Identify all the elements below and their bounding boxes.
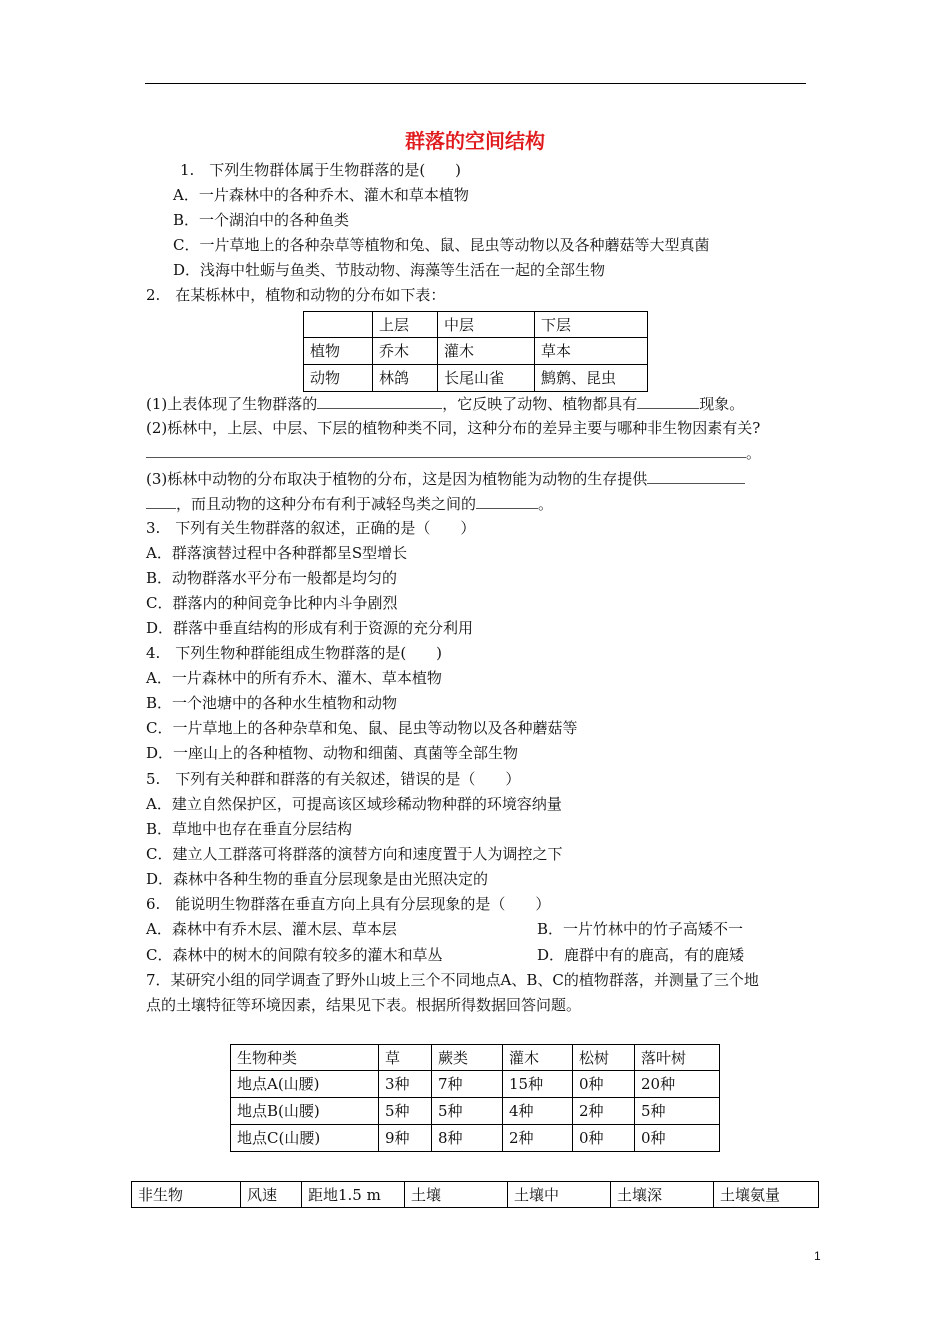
q7-environment-table bbox=[131, 1181, 819, 1208]
table-cell: 地点A(山腰) bbox=[231, 1071, 379, 1098]
q2-sub2-answer-line bbox=[146, 443, 761, 463]
q1-option-a: A．一片森林中的各种乔木、灌木和草本植物 bbox=[173, 186, 469, 204]
table-cell: 草本 bbox=[535, 338, 648, 365]
answer-blank bbox=[647, 469, 745, 484]
table-cell: 距地1.5 m bbox=[302, 1182, 405, 1208]
table-cell: 鹪鹩、昆虫 bbox=[535, 365, 648, 392]
table-cell: 9种 bbox=[379, 1125, 432, 1152]
answer-blank bbox=[317, 394, 442, 409]
q2-sub2-end: 。 bbox=[746, 444, 762, 462]
table-cell: 生物种类 bbox=[231, 1045, 379, 1071]
table-cell: 0种 bbox=[635, 1125, 720, 1152]
table-cell: 2种 bbox=[573, 1098, 635, 1125]
answer-blank bbox=[146, 443, 746, 458]
table-cell: 非生物 bbox=[132, 1182, 241, 1208]
q2-stem: 2. 在某栎林中，植物和动物的分布如下表： bbox=[146, 286, 446, 304]
table-cell: 乔木 bbox=[373, 338, 438, 365]
table-cell: 土壤深 bbox=[611, 1182, 714, 1208]
q2-sub3-text-b: ，而且动物的这种分布有利于减轻鸟类之间的 bbox=[176, 495, 477, 513]
table-cell: 15种 bbox=[503, 1071, 573, 1098]
table-cell: 林鸽 bbox=[373, 365, 438, 392]
q2-sub1-text-b: ，它反映了动物、植物都具有 bbox=[442, 395, 638, 413]
q2-sub1 bbox=[146, 394, 744, 414]
table-cell: 草 bbox=[379, 1045, 432, 1071]
page-number: 1 bbox=[814, 1249, 821, 1263]
answer-blank bbox=[476, 494, 538, 509]
table-row bbox=[304, 365, 648, 392]
table-cell: 20种 bbox=[635, 1071, 720, 1098]
header-rule bbox=[145, 83, 806, 84]
q2-sub1-text-c: 现象。 bbox=[699, 395, 745, 413]
q2-sub1-text-a: (1)上表体现了生物群落的 bbox=[146, 395, 318, 413]
table-cell: 4种 bbox=[503, 1098, 573, 1125]
table-cell: 土壤氨量 bbox=[714, 1182, 819, 1208]
answer-blank bbox=[146, 494, 176, 509]
table-row bbox=[231, 1045, 720, 1071]
q5-stem: 5. 下列有关种群和群落的有关叙述，错误的是（ ） bbox=[146, 770, 521, 788]
table-cell: 松树 bbox=[573, 1045, 635, 1071]
q4-option-c: C．一片草地上的各种杂草和兔、鼠、昆虫等动物以及各种蘑菇等 bbox=[146, 719, 578, 737]
table-cell: 植物 bbox=[304, 338, 373, 365]
table-cell: 灌木 bbox=[438, 338, 535, 365]
table-row bbox=[231, 1125, 720, 1152]
table-row bbox=[231, 1098, 720, 1125]
table-cell: 地点C(山腰) bbox=[231, 1125, 379, 1152]
answer-blank bbox=[637, 394, 699, 409]
table-cell: 蕨类 bbox=[432, 1045, 503, 1071]
q4-option-b: B．一个池塘中的各种水生植物和动物 bbox=[146, 694, 398, 712]
q3-option-c: C．群落内的种间竞争比种内斗争剧烈 bbox=[146, 594, 398, 612]
q3-stem: 3. 下列有关生物群落的叙述，正确的是（ ） bbox=[146, 519, 476, 537]
q4-option-a: A．一片森林中的所有乔木、灌木、草本植物 bbox=[146, 669, 442, 687]
table-cell: 0种 bbox=[573, 1071, 635, 1098]
table-cell: 上层 bbox=[373, 312, 438, 338]
q3-option-d: D．群落中垂直结构的形成有利于资源的充分利用 bbox=[146, 619, 474, 637]
table-row bbox=[132, 1182, 819, 1208]
q6-stem: 6. 能说明生物群落在垂直方向上具有分层现象的是（ ） bbox=[146, 895, 551, 913]
table-cell: 5种 bbox=[432, 1098, 503, 1125]
table-cell: 7种 bbox=[432, 1071, 503, 1098]
table-cell bbox=[304, 312, 373, 338]
q3-option-a: A．群落演替过程中各种群都呈S型增长 bbox=[146, 544, 408, 562]
table-cell: 5种 bbox=[379, 1098, 432, 1125]
q6-option-b: B．一片竹林中的竹子高矮不一 bbox=[537, 920, 744, 938]
table-cell: 土壤 bbox=[405, 1182, 508, 1208]
q2-sub3-line2 bbox=[146, 494, 553, 514]
q2-sub3-text-c: 。 bbox=[538, 495, 554, 513]
q2-sub3-text-a: (3)栎林中动物的分布取决于植物的分布，这是因为植物能为动物的生存提供 bbox=[146, 470, 648, 488]
table-row bbox=[231, 1071, 720, 1098]
table-row bbox=[304, 312, 648, 338]
table-cell: 土壤中 bbox=[508, 1182, 611, 1208]
q7-stem-line1: 7．某研究小组的同学调查了野外山坡上三个不同地点A、B、C的植物群落，并测量了三个地 bbox=[146, 971, 759, 989]
table-cell: 灌木 bbox=[503, 1045, 573, 1071]
page-title: 群落的空间结构 bbox=[405, 129, 545, 153]
q6-option-c: C．森林中的树木的间隙有较多的灌木和草丛 bbox=[146, 946, 443, 964]
q7-species-table bbox=[230, 1044, 720, 1152]
q2-distribution-table bbox=[303, 311, 648, 392]
q6-option-a: A．森林中有乔木层、灌木层、草本层 bbox=[146, 920, 397, 938]
table-cell: 长尾山雀 bbox=[438, 365, 535, 392]
table-cell: 8种 bbox=[432, 1125, 503, 1152]
q5-option-b: B．草地中也存在垂直分层结构 bbox=[146, 820, 353, 838]
q5-option-c: C．建立人工群落可将群落的演替方向和速度置于人为调控之下 bbox=[146, 845, 563, 863]
q4-stem: 4. 下列生物种群能组成生物群落的是( ) bbox=[146, 644, 443, 662]
table-cell: 中层 bbox=[438, 312, 535, 338]
q3-option-b: B．动物群落水平分布一般都是均匀的 bbox=[146, 569, 398, 587]
q2-sub3-line1 bbox=[146, 469, 745, 489]
q7-stem-line2: 点的土壤特征等环境因素，结果见下表。根据所得数据回答问题。 bbox=[146, 996, 582, 1014]
table-cell: 0种 bbox=[573, 1125, 635, 1152]
table-cell: 风速 bbox=[241, 1182, 302, 1208]
q6-option-d: D．鹿群中有的鹿高，有的鹿矮 bbox=[537, 946, 745, 964]
q1-stem: 1. 下列生物群体属于生物群落的是( ) bbox=[180, 161, 462, 179]
table-cell: 5种 bbox=[635, 1098, 720, 1125]
q1-option-b: B．一个湖泊中的各种鱼类 bbox=[173, 211, 350, 229]
table-cell: 动物 bbox=[304, 365, 373, 392]
q4-option-d: D．一座山上的各种植物、动物和细菌、真菌等全部生物 bbox=[146, 744, 519, 762]
q5-option-d: D．森林中各种生物的垂直分层现象是由光照决定的 bbox=[146, 870, 489, 888]
q5-option-a: A．建立自然保护区，可提高该区域珍稀动物种群的环境容纳量 bbox=[146, 795, 562, 813]
table-row bbox=[304, 338, 648, 365]
table-cell: 下层 bbox=[535, 312, 648, 338]
q1-option-d: D．浅海中牡蛎与鱼类、节肢动物、海藻等生活在一起的全部生物 bbox=[173, 261, 606, 279]
table-cell: 落叶树 bbox=[635, 1045, 720, 1071]
table-cell: 地点B(山腰) bbox=[231, 1098, 379, 1125]
table-cell: 3种 bbox=[379, 1071, 432, 1098]
table-cell: 2种 bbox=[503, 1125, 573, 1152]
q2-sub2: (2)栎林中，上层、中层、下层的植物种类不同，这种分布的差异主要与哪种非生物因素有关? bbox=[146, 419, 761, 437]
q1-option-c: C．一片草地上的各种杂草等植物和兔、鼠、昆虫等动物以及各种蘑菇等大型真菌 bbox=[173, 236, 710, 254]
